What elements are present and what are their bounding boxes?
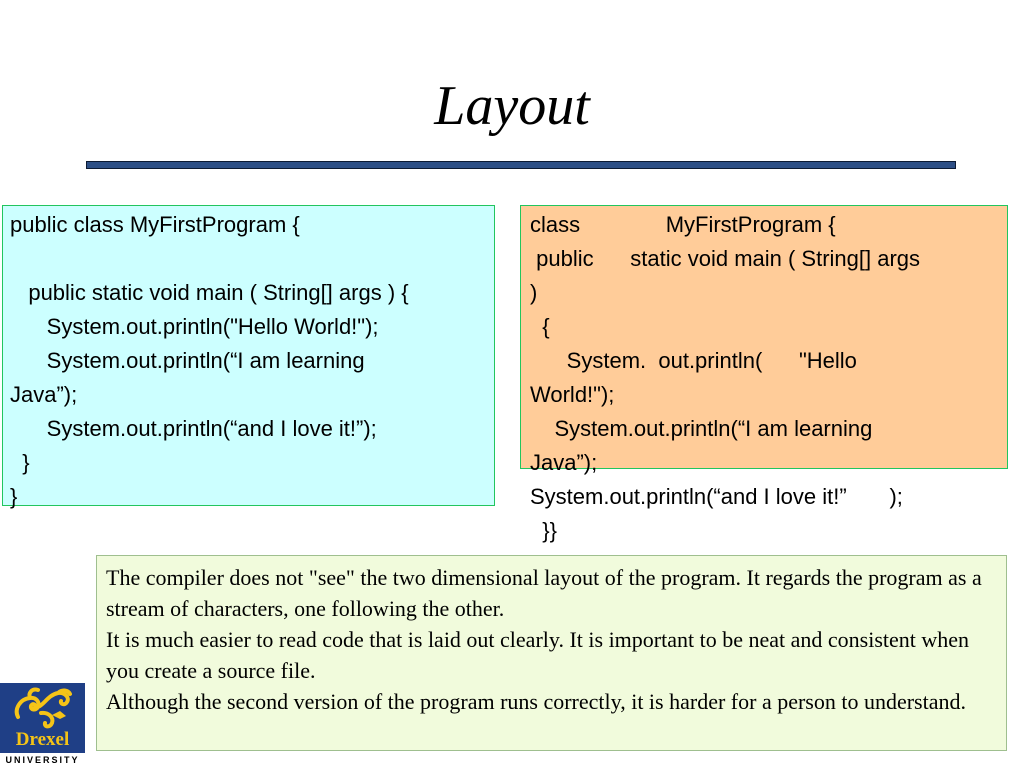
title-divider [86, 161, 956, 169]
logo-wordmark: Drexel [15, 729, 70, 750]
note-paragraph-2: It is much easier to read code that is laid out clearly. It is important to be neat and consistent when you create a source file. [106, 627, 970, 683]
note-paragraph-1: The compiler does not "see" the two dimensional layout of the program. It regards the program as a stream of characters, one following the other. [106, 565, 982, 621]
logo-subtitle: UNIVERSITY [0, 753, 85, 768]
slide-title: Layout [434, 75, 590, 137]
note-paragraph-3: Although the second version of the program runs correctly, it is harder for a person to understand. [106, 689, 966, 714]
well-formatted-code: public class MyFirstProgram { public static void main ( String[] args ) { System.out.println("Hello World!"); System.out.println(“I am learning Java”); System.out.println(“and I love it!”); } } [10, 212, 409, 509]
dragon-icon [0, 683, 85, 733]
explanation-note [96, 555, 1007, 751]
drexel-logo [0, 683, 85, 768]
poorly-formatted-code: class MyFirstProgram { public static void main ( String[] args ) { System. out.println( "Hello World!"); System.out.println(“I am learning Java”); System.out.println(“and I love it!” ); }} [530, 212, 921, 543]
